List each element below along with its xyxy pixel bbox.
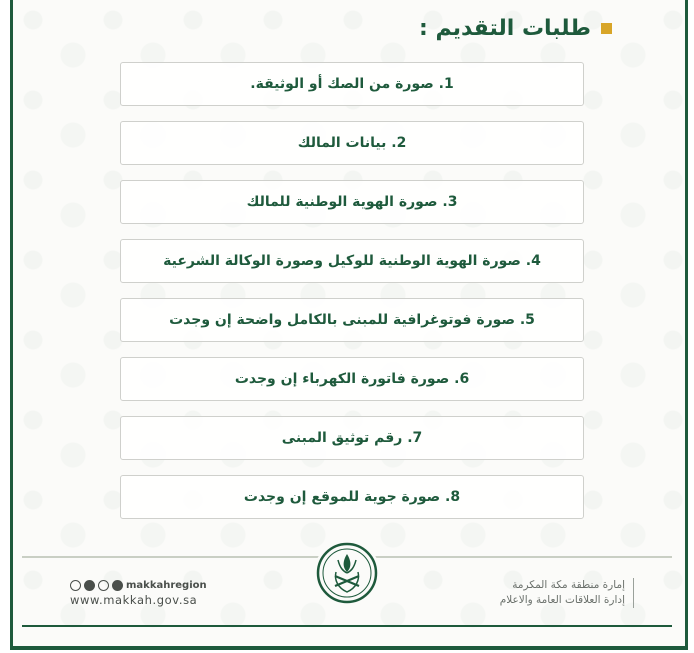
requirement-text: 6. صورة فاتورة الكهرباء إن وجدت <box>234 371 470 387</box>
requirement-text: 4. صورة الهوية الوطنية للوكيل وصورة الوكالة الشرعية <box>163 253 541 269</box>
website-link[interactable]: www.makkah.gov.sa <box>70 593 198 607</box>
requirement-item-3 <box>120 180 584 224</box>
requirement-text: 1. صورة من الصك أو الوثيقة. <box>250 76 454 92</box>
requirement-item-2 <box>120 121 584 165</box>
emblem-icon <box>316 542 378 604</box>
org-name: إمارة منطقة مكة المكرمة <box>512 579 625 591</box>
emblem-badge <box>314 540 380 606</box>
youtube-icon[interactable] <box>98 580 109 591</box>
requirement-item-7 <box>120 416 584 460</box>
requirement-item-6 <box>120 357 584 401</box>
section-header <box>419 16 612 41</box>
footer-contact <box>70 580 207 607</box>
title-bullet-icon <box>601 23 612 34</box>
requirement-text: 5. صورة فوتوغرافية للمبنى بالكامل واضحة إن وجدت <box>169 312 535 328</box>
requirement-text: 7. رقم توثيق المبنى <box>281 430 423 446</box>
requirement-text: 3. صورة الهوية الوطنية للمالك <box>246 194 458 210</box>
footer-bottom-line <box>22 625 672 627</box>
requirements-list <box>120 62 584 534</box>
social-row <box>70 580 207 591</box>
social-handle: makkahregion <box>126 580 207 591</box>
requirement-item-1 <box>120 62 584 106</box>
org-department: إدارة العلاقات العامة والاعلام <box>499 594 625 606</box>
requirement-item-4 <box>120 239 584 283</box>
snapchat-icon[interactable] <box>112 580 123 591</box>
section-title: طلبات التقديم : <box>418 16 591 41</box>
requirement-item-5 <box>120 298 584 342</box>
footer-org <box>500 578 634 608</box>
instagram-icon[interactable] <box>84 580 95 591</box>
twitter-icon[interactable] <box>70 580 81 591</box>
requirement-text: 8. صورة جوية للموقع إن وجدت <box>243 489 461 505</box>
requirement-item-8 <box>120 475 584 519</box>
requirement-text: 2. بيانات المالك <box>297 135 407 151</box>
